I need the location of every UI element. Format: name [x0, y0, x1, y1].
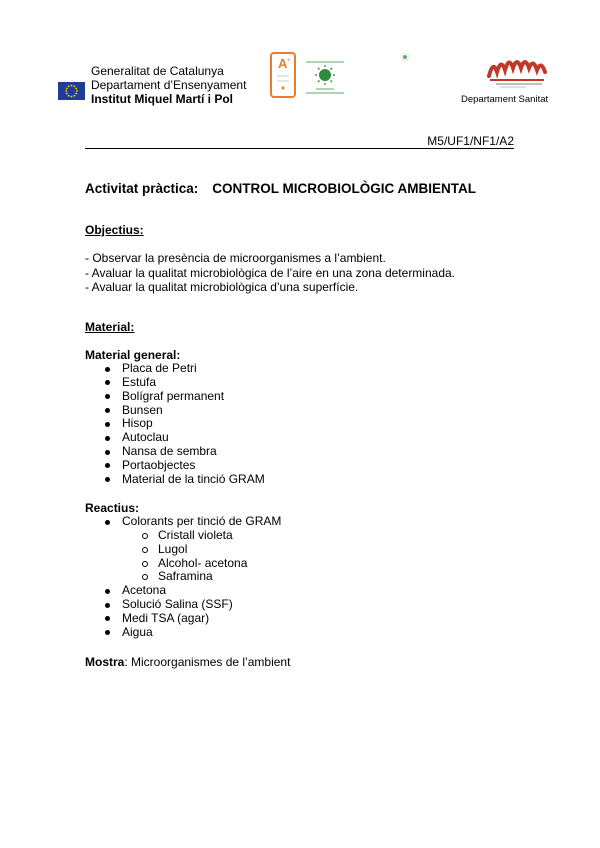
list-item: Material de la tinció GRAM	[85, 473, 265, 487]
objective-item: - Avaluar la qualitat microbiològica d’una superfície.	[85, 280, 359, 294]
list-item: Placa de Petri	[85, 362, 265, 376]
objective-item: - Avaluar la qualitat microbiològica de l’aire en una zona determinada.	[85, 265, 456, 280]
list-item: Solució Salina (SSF)	[85, 598, 281, 612]
list-item: Bunsen	[85, 404, 265, 418]
eu-stars-icon	[58, 82, 85, 100]
svg-text:A: A	[278, 56, 288, 71]
sublist-item: Lugol	[122, 543, 281, 557]
institution-block	[91, 64, 246, 106]
sublist-item: Cristall violeta	[122, 529, 281, 543]
department-name: Departament d’Ensenyament	[91, 78, 247, 92]
list-item: Aigua	[85, 626, 281, 640]
sample-label: Mostra	[85, 655, 125, 669]
general-material-heading: Material general:	[85, 348, 181, 362]
a-certification-logo	[270, 52, 296, 98]
list-item	[85, 515, 281, 584]
title-main: CONTROL MICROBIOLÒGIC AMBIENTAL	[212, 181, 477, 196]
objective-item: - Observar la presència de microorganismes a l’ambient.	[85, 251, 386, 265]
eu-flag-logo	[58, 82, 85, 100]
institution-name: Generalitat de Catalunya	[91, 64, 224, 78]
school-name: Institut Miquel Martí i Pol	[91, 92, 233, 106]
header-divider	[85, 148, 514, 149]
reagent-label: Colorants per tinció de GRAM	[122, 514, 282, 528]
list-item: Bolígraf permanent	[85, 390, 265, 404]
document-code: M5/UF1/NF1/A2	[427, 134, 514, 148]
list-item: Hisop	[85, 417, 265, 431]
list-item: Portaobjectes	[85, 459, 265, 473]
sample-text: : Microorganismes de l’ambient	[124, 655, 291, 669]
list-item: Medi TSA (agar)	[85, 612, 281, 626]
page-title	[85, 181, 476, 196]
general-material-list	[85, 362, 265, 487]
department-logo	[486, 54, 548, 90]
small-dot-logo	[400, 52, 410, 62]
sun-logo	[306, 58, 344, 96]
reagents-heading: Reactius:	[85, 501, 140, 515]
title-prefix: Activitat pràctica:	[85, 181, 199, 196]
list-item: Autoclau	[85, 431, 265, 445]
list-item: Nansa de sembra	[85, 445, 265, 459]
department-label: Departament Sanitat	[461, 94, 549, 105]
list-item: Estufa	[85, 376, 265, 390]
sublist-item: Alcohol- acetona	[122, 557, 281, 571]
stain-sublist	[122, 529, 281, 584]
objectives-list	[85, 251, 455, 295]
sublist-item: Saframina	[122, 570, 281, 584]
sample-line	[85, 655, 290, 669]
svg-text:+: +	[287, 58, 291, 64]
list-item: Acetona	[85, 584, 281, 598]
reagents-list	[85, 515, 281, 640]
objectives-heading: Objectius:	[85, 223, 144, 237]
material-heading: Material:	[85, 320, 135, 334]
